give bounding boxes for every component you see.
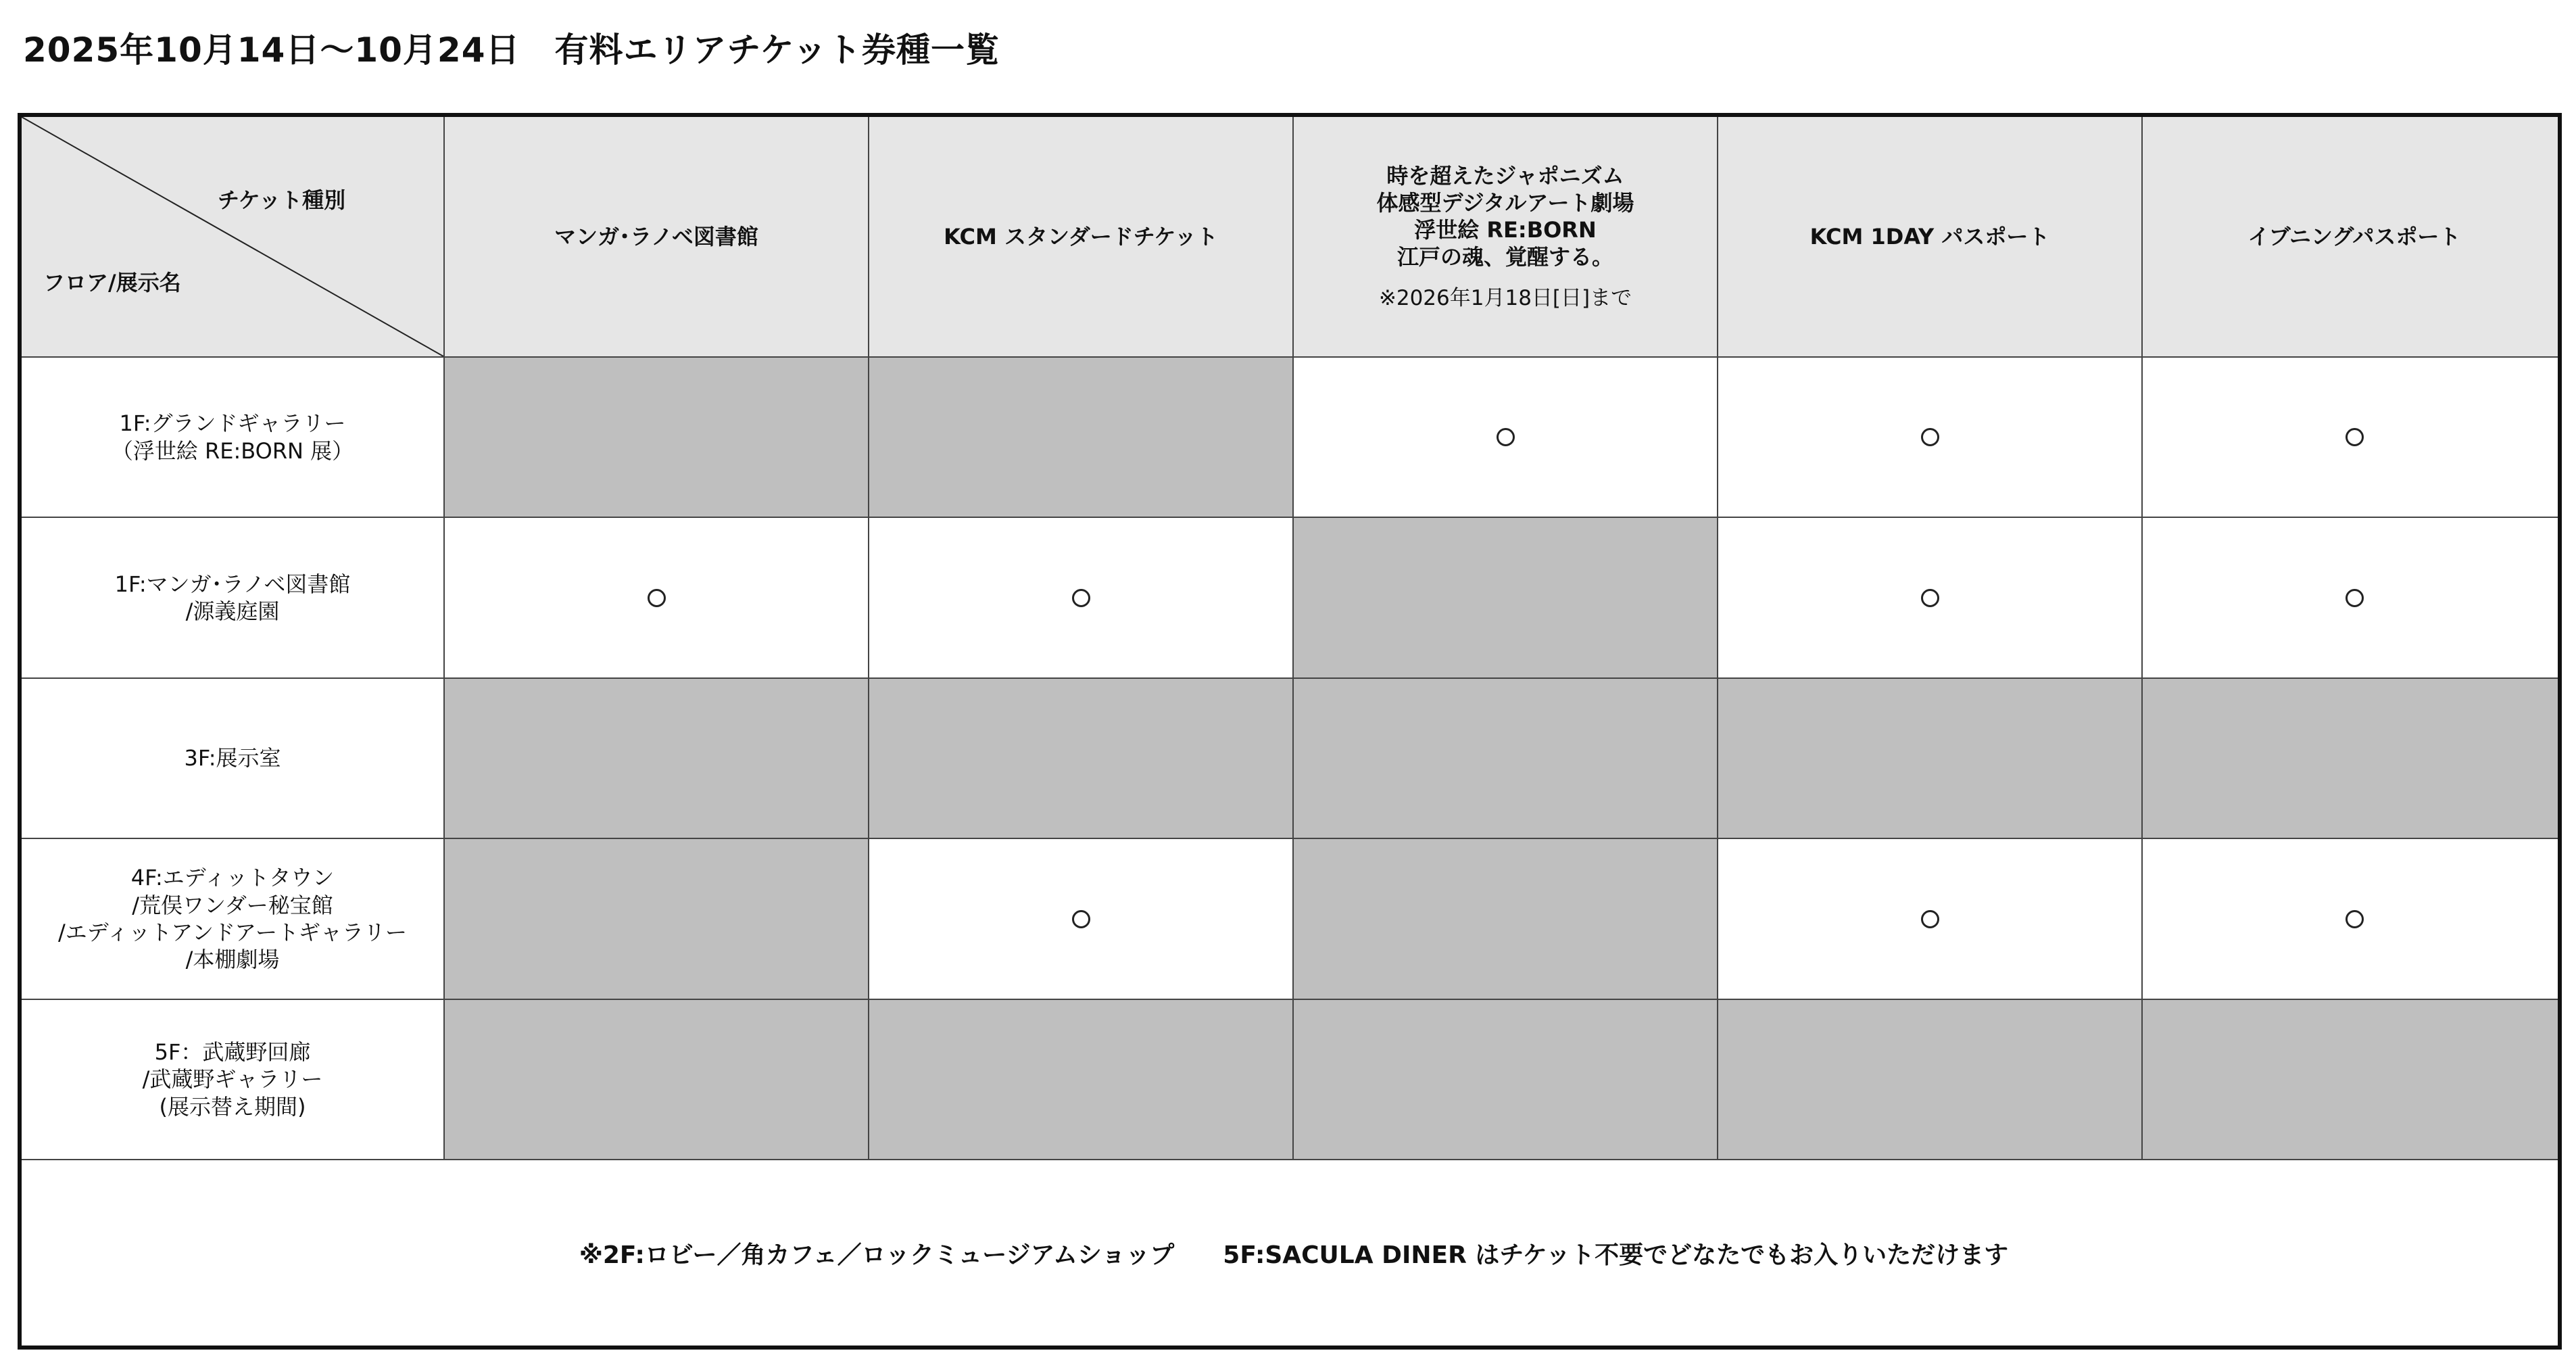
floor-label-line: /エディットアンドアートギャラリー: [57, 920, 408, 945]
ticket-header-kcm-standard: [869, 117, 1294, 358]
floor-label-line: 1F:グランドギャラリー: [119, 410, 346, 437]
available-mark-icon: [1921, 428, 1939, 446]
ticket-header-label: イブニングパスポート: [2247, 224, 2461, 249]
floor-label-line: /荒俣ワンダー秘宝館: [132, 892, 333, 918]
floor-label-1f-manga-library: [22, 518, 445, 679]
availability-cell: [2143, 358, 2562, 518]
availability-cell: [1294, 1000, 1718, 1160]
available-mark-icon: [2346, 589, 2364, 607]
floor-label-line: /本棚劇場: [185, 947, 280, 973]
availability-cell: [445, 518, 869, 679]
floor-label-4f-edit-town: [22, 839, 445, 1000]
available-mark-icon: [1921, 910, 1939, 928]
availability-cell: [2143, 1000, 2562, 1160]
ticket-header-line: 体感型デジタルアート劇場: [1376, 189, 1634, 216]
available-mark-icon: [1072, 589, 1090, 607]
availability-cell: [445, 358, 869, 518]
page-title: 2025年10月14日～10月24日 有料エリアチケット券種一覧: [23, 30, 1000, 70]
ticket-header-line: 浮世絵 RE:BORN: [1414, 216, 1597, 243]
ticket-header-manga-library: [445, 117, 869, 358]
availability-cell: [445, 679, 869, 839]
available-mark-icon: [1072, 910, 1090, 928]
available-mark-icon: [2346, 910, 2364, 928]
ticket-header-line: 時を超えたジャポニズム: [1386, 162, 1624, 189]
availability-cell: [1294, 839, 1718, 1000]
available-mark-icon: [1921, 589, 1939, 607]
floor-label-line: /源義庭園: [185, 598, 280, 624]
floor-label-line: /武蔵野ギャラリー: [142, 1066, 323, 1093]
floor-label-line: 5F：武蔵野回廊: [154, 1039, 311, 1066]
availability-cell: [1718, 358, 2143, 518]
ticket-type-axis-label: チケット種別: [218, 187, 346, 213]
availability-cell: [2143, 839, 2562, 1000]
floor-label-1f-grand-gallery: [22, 358, 445, 518]
ticket-header-kcm-1day-passport: [1718, 117, 2143, 358]
availability-cell: [1718, 679, 2143, 839]
floor-label-line: (展示替え期間): [159, 1093, 306, 1120]
availability-cell: [1294, 518, 1718, 679]
floor-label-line: （浮世絵 RE:BORN 展）: [111, 437, 354, 464]
table-corner-cell: [22, 117, 445, 358]
floor-label-line: 1F:マンガ･ラノベ図書館: [114, 571, 351, 597]
floor-label-line: 3F:展示室: [184, 745, 281, 771]
ticket-header-note: ※2026年1月18日[日]まで: [1378, 285, 1632, 310]
availability-cell: [445, 839, 869, 1000]
availability-cell: [1718, 839, 2143, 1000]
availability-cell: [869, 358, 1294, 518]
ticket-header-ukiyoe-reborn: [1294, 117, 1718, 358]
available-mark-icon: [1497, 428, 1515, 446]
availability-cell: [869, 839, 1294, 1000]
corner-diagonal-line: [22, 117, 443, 356]
availability-cell: [1718, 518, 2143, 679]
ticket-header-label: マンガ･ラノベ図書館: [554, 224, 758, 249]
ticket-header-line: 江戸の魂、覚醒する。: [1396, 243, 1613, 270]
floor-label-line: 4F:エディットタウン: [130, 865, 335, 891]
floor-label-3f-exhibition-room: [22, 679, 445, 839]
floor-axis-label: フロア/展示名: [43, 270, 181, 295]
ticket-table: [18, 113, 2562, 1350]
availability-cell: [1294, 679, 1718, 839]
available-mark-icon: [2346, 428, 2364, 446]
floor-label-5f-musashino: [22, 1000, 445, 1160]
availability-cell: [2143, 679, 2562, 839]
ticket-header-label: KCM スタンダードチケット: [944, 224, 1218, 249]
availability-cell: [869, 679, 1294, 839]
availability-cell: [1718, 1000, 2143, 1160]
availability-cell: [869, 518, 1294, 679]
availability-cell: [869, 1000, 1294, 1160]
availability-cell: [445, 1000, 869, 1160]
footer-note: ※2F:ロビー／角カフェ／ロックミュージアムショップ 5F:SACULA DINER はチケット不要でどなたでもお入りいただけます: [22, 1160, 2562, 1346]
available-mark-icon: [648, 589, 666, 607]
ticket-header-evening-passport: [2143, 117, 2562, 358]
ticket-header-label: KCM 1DAY パスポート: [1809, 224, 2050, 249]
availability-cell: [2143, 518, 2562, 679]
availability-cell: [1294, 358, 1718, 518]
